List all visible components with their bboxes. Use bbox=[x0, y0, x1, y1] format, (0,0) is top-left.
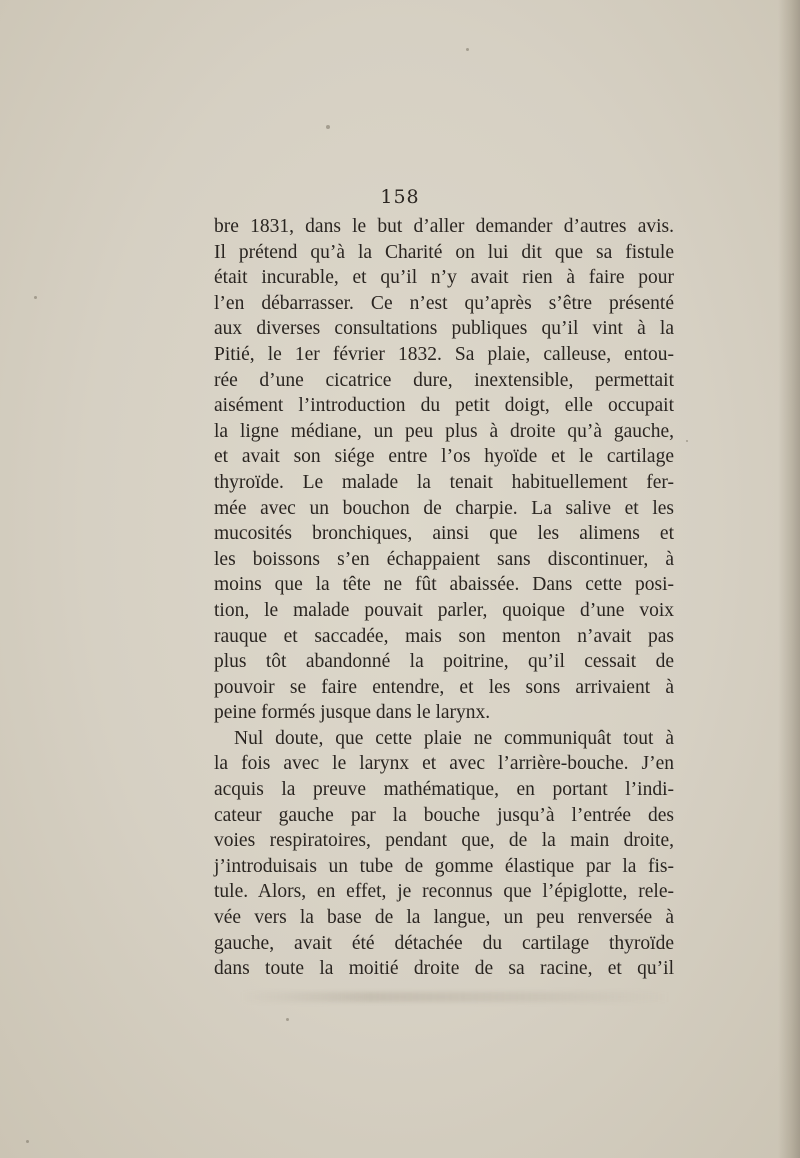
text-line: Pitié, le 1er février 1832. Sa plaie, calleuse, entou- bbox=[214, 343, 674, 365]
page-edge-shadow bbox=[778, 0, 800, 1158]
text-line: peine formés jusque dans le larynx. bbox=[214, 702, 491, 724]
text-line: et avait son siége entre l’os hyoïde et le cartilage bbox=[214, 446, 674, 468]
text-line: thyroïde. Le malade la tenait habituellement fer- bbox=[214, 471, 674, 493]
text-line: la ligne médiane, un peu plus à droite qu’à gauche, bbox=[214, 420, 674, 442]
text-line: Nul doute, que cette plaie ne communiquât tout à bbox=[234, 727, 674, 749]
show-through-text bbox=[240, 992, 670, 1002]
text-line: tule. Alors, en effet, je reconnus que l’épiglotte, rele- bbox=[214, 881, 674, 903]
text-line: gauche, avait été détachée du cartilage thyroïde bbox=[214, 932, 674, 954]
text-line: bre 1831, dans le but d’aller demander d’autres avis. bbox=[214, 216, 674, 237]
text-line: acquis la preuve mathématique, en portant l’indi- bbox=[214, 779, 674, 801]
paper-speck bbox=[34, 296, 37, 299]
text-line: mée avec un bouchon de charpie. La salive et les bbox=[214, 497, 674, 519]
paper-speck bbox=[466, 48, 469, 51]
paper-speck bbox=[326, 125, 330, 129]
text-line: Il prétend qu’à la Charité on lui dit que sa fistule bbox=[214, 241, 674, 263]
text-line: mucosités bronchiques, ainsi que les alimens et bbox=[214, 523, 674, 545]
text-line: j’introduisais un tube de gomme élastique par la fis- bbox=[214, 855, 674, 877]
paper-speck bbox=[686, 440, 688, 442]
page-number: 158 bbox=[380, 186, 420, 208]
text-line: était incurable, et qu’il n’y avait rien à faire pour bbox=[214, 267, 674, 289]
text-line: aisément l’introduction du petit doigt, elle occupait bbox=[214, 395, 674, 417]
text-line: cateur gauche par la bouche jusqu’à l’entrée des bbox=[214, 804, 674, 826]
text-line: plus tôt abandonné la poitrine, qu’il cessait de bbox=[214, 651, 674, 673]
text-line: aux diverses consultations publiques qu’il vint à la bbox=[214, 318, 674, 340]
paper-speck bbox=[26, 1140, 29, 1143]
text-line: rauque et saccadée, mais son menton n’avait pas bbox=[214, 625, 674, 647]
text-line: moins que la tête ne fût abaissée. Dans cette posi- bbox=[214, 574, 674, 596]
text-line: pouvoir se faire entendre, et les sons arrivaient à bbox=[214, 676, 674, 698]
text-line: vée vers la base de la langue, un peu renversée à bbox=[214, 907, 674, 929]
text-line: les boissons s’en échappaient sans discontinuer, à bbox=[214, 548, 674, 570]
text-line: la fois avec le larynx et avec l’arrière-bouche. J’en bbox=[214, 753, 674, 775]
text-line: voies respiratoires, pendant que, de la main droite, bbox=[214, 830, 674, 852]
paper-speck bbox=[286, 1018, 289, 1021]
text-line: l’en débarrasser. Ce n’est qu’après s’être présenté bbox=[214, 292, 674, 314]
body-text bbox=[214, 214, 674, 982]
text-line: rée d’une cicatrice dure, inextensible, permettait bbox=[214, 369, 674, 391]
text-line: dans toute la moitié droite de sa racine, et qu’il bbox=[214, 958, 674, 980]
text-line: tion, le malade pouvait parler, quoique d’une voix bbox=[214, 599, 674, 621]
